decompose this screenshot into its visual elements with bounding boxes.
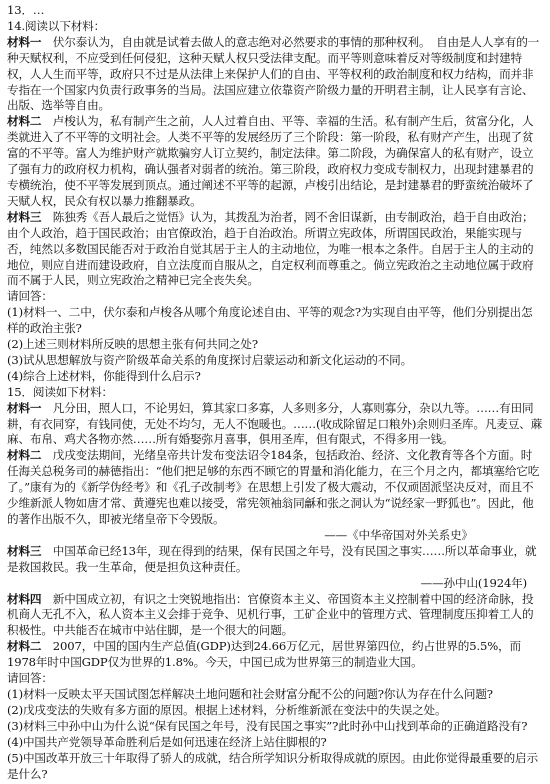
question-14-title: 14.阅读以下材料： <box>7 18 106 33</box>
material-label: 材料三 <box>7 543 42 558</box>
q15-ask: 请回答： <box>7 671 53 686</box>
material-label: 材料一 <box>7 400 42 415</box>
material-text: 伏尔泰认为，自由就是试着去做人的意志绝对必然要求的事情的那种权利。 自由是人人享有的一种天赋权利，不应受到任何侵犯，这种天赋人权只受法律支配。而平等则意味着反对等级制度和封建特权，人人生而平等，政府只不过是从法律上来保护人们的自由、平等权利的政治制度和权力结构，而并非专指在一个国家内负责行政事务的当局。法国应建立依靠资产阶级力量的开明君主制，让人民享有言论、出版、选举等自由。 <box>7 34 540 113</box>
q15-material-4 <box>7 592 543 640</box>
material-label: 材料四 <box>7 591 42 606</box>
material-text: 2007，中国的国内生产总值(GDP)达到24.66万亿元，居世界第四位，约占世界的5.5%，而1978年时中国GDP仅为世界的1.8%。今天，中国已成为世界第三的制造业大国。 <box>7 639 521 670</box>
question-13-stub: 13．… <box>7 3 45 17</box>
material-label: 材料二 <box>7 448 42 463</box>
q15-subquestion-3: (3)材料三中孙中山为什么说“保有民国之年号，没有民国之事实”?此时孙中山找到革命的正确道路没有? <box>7 718 528 733</box>
q14-material-2 <box>7 114 543 209</box>
material-text: 陈独秀《吾人最后之觉悟》认为，其拨乱为治者，罔不舍旧谋新，由专制政治，趋于自由政治；由个人政治，趋于国民政治；由官僚政治，趋于自治政治。所谓立宪政体，所谓国民政治，果能实现与否，纯然以多数国民能否对于政治自觉其居于主人的主动地位，为唯一根本之条件。自居于主人的主动的地位，则应自进而建设政府，自立法度而自服从之，自定权利而尊重之。倘立宪政治之主动地位属于政府而不属于人民，则立宪政治之精神已完全丧失矣。 <box>7 209 534 288</box>
material-text: 卢梭认为，私有制产生之前，人人过着自由、平等、幸福的生活。私有制产生后，贫富分化，人类就进入了不平等的文明社会。人类不平等的发展经历了三个阶段：第一阶段，私有财产产生，出现了贫富的不平等。富人为维护财产就欺骗穷人订立契约，制定法律。第二阶段，为确保富人的私有财产，设立了强有力的政府权力机构，确认强者对弱者的统治。第三阶段，政府权力变成专制权力，出现封建暴君的专横统治，使不平等发展到顶点。通过阐述不平等的起源，卢梭引出结论，是封建暴君的野蛮统治破坏了天赋人权，民众有权以暴力推翻暴政。 <box>7 114 534 208</box>
material-label: 材料三 <box>7 209 42 224</box>
q15-material-4-continued <box>7 639 543 671</box>
q14-material-1 <box>7 35 543 115</box>
material-label: 材料二 <box>7 114 42 129</box>
material-text: 戊戌变法期间，光绪皇帝共计发布变法诏令184条，包括政治、经济、文化教育等各个方面。时任海关总税务司的赫德指出：“他们把足够的东西不顾它的胃量和消化能力，在三个月之内，都填塞给它吃了。”康有为的《新学伪经考》和《孔子改制考》在思想上引发了极大震动，不仅顽固派坚决反对，而且不少维新派人物如唐才常、黄遵宪也难以接受，常宪领袖翁同龢和张之洞认为“说经家一野狐也”。因此，他的著作出版不久，即被光绪皇帝下令毁版。 <box>7 448 540 526</box>
q15-material-1 <box>7 401 543 449</box>
material-label: 材料一 <box>7 34 42 49</box>
q14-material-3 <box>7 210 543 290</box>
q15-subquestion-4: (4)中国共产党领导革命胜利后是如何迅速在经济上站住脚根的? <box>7 734 327 749</box>
q14-subquestion-2: (2)上述三则材料所反映的思想主张有何共同之处? <box>7 337 258 352</box>
q14-subquestion-1: (1)材料一、二中，伏尔泰和卢梭各从哪个角度论述自由、平等的观念?为实现自由平等，他们分别提出怎样的政治主张? <box>7 305 533 336</box>
material-text: 凡分田，照人口，不论男妇，算其家口多寡，人多则多分，人寡则寡分，杂以九等。……有田同耕，有衣同穿，有钱同使，无处不均匀，无人不饱暖也。……(收成除留足口粮外)余则归圣库。凡麦豆、蔴麻、布帛、鸡犬各物亦然……所有婚娶弥月喜事，俱用圣库，但有限式，不得多用一钱。 <box>7 400 543 447</box>
q14-subquestion-3: (3)试从思想解放与资产阶级革命关系的角度探讨启蒙运动和新文化运动的不同。 <box>7 352 413 367</box>
material-text: 中国革命已经13年，现在得到的结果，保有民国之年号，没有民国之事实……所以革命事业，就是救国救民。我一生革命，便是担负这种责任。 <box>7 543 537 574</box>
q15-subquestion-5: (5)中国改革开放三十年取得了骄人的成就，结合所学知识分析取得成就的原因。由此你觉得最重要的启示是什么? <box>7 750 538 781</box>
q15-material-2 <box>7 448 543 528</box>
q15-material-3-source: ——孙中山(1924年) <box>420 575 527 590</box>
q15-material-3 <box>7 544 543 576</box>
question-15-title: 15．阅读如下材料： <box>7 384 114 399</box>
q15-material-2-source: ——《中华帝国对外关系史》 <box>324 527 473 542</box>
q15-subquestion-2: (2)戊戌变法的失败有多方面的原因。根据上述材料，分析维新派在变法中的失误之处。 <box>7 702 447 717</box>
material-text: 新中国成立初，有识之士突锐地指出：官僚资本主义、帝国资本主义控制着中国的经济命脉，投机商人无孔不入，私人资本主义会排于竞争、见机行事，工矿企业中的管理方式、管理制度压抑着工人的积极性。中共能否在城市中站住脚，是一个很大的问题。 <box>7 591 534 638</box>
q14-ask: 请回答： <box>7 289 53 304</box>
q15-subquestion-1: (1)材料一反映太平天国试图怎样解决土地问题和社会财富分配不公的问题?你认为存在什么问题? <box>7 686 493 701</box>
material-label: 材料二 <box>7 639 42 654</box>
q14-subquestion-4: (4)综合上述材料，你能得到什么启示? <box>7 368 201 383</box>
